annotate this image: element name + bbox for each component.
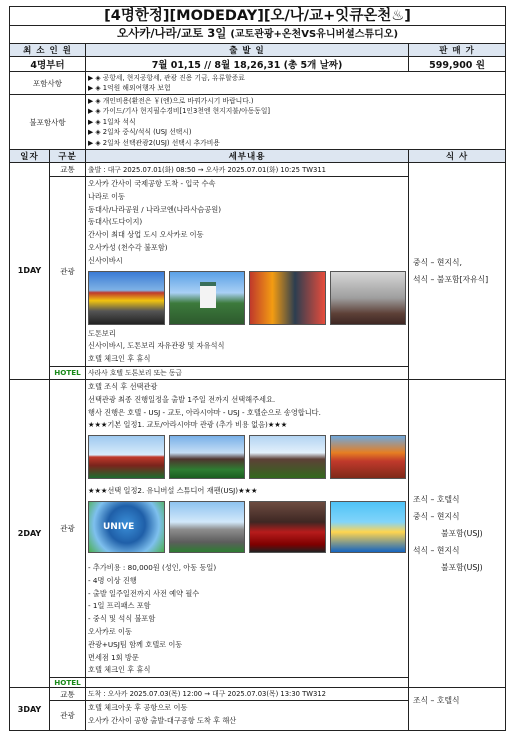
title-sub: (교토관광+온천VS유니버셜스튜디오) xyxy=(230,29,399,40)
tour-line: 오사카로 이동 xyxy=(88,626,132,636)
title-line-2 xyxy=(10,26,506,44)
tour-line: - 추가비용 : 80,000원 (성인, 아동 동일) xyxy=(88,562,217,572)
details-header: 세부내용 xyxy=(86,150,409,163)
title-line-1: [4명한정][MODEDAY][오/나/교+잇큐온천♨] xyxy=(10,7,506,26)
tour-line: 호텔 체크아웃 후 공항으로 이동 xyxy=(88,703,188,713)
meal-item: 불포함(USJ) xyxy=(441,563,483,573)
kiyomizu-photo xyxy=(88,435,165,479)
meal-item: 중식 – 현지식 xyxy=(413,512,460,522)
excluded-item: ◈ 1일차 석식 xyxy=(95,117,136,126)
day1-hotel-label: HOTEL xyxy=(50,366,86,379)
day2-hotel xyxy=(86,678,409,688)
day1-label: 1DAY xyxy=(10,163,50,380)
category-header: 구분 xyxy=(50,150,86,163)
tour-line: 신사이바시, 도톤보리 자유관광 및 자유석식 xyxy=(88,341,225,351)
day1-photo-row xyxy=(88,268,406,328)
price-header: 판 매 가 xyxy=(409,44,506,57)
day2-hotel-label: HOTEL xyxy=(50,678,86,688)
meal-item: 중식 – 현지식, xyxy=(413,257,462,267)
tour-line: - 출발 일주일전까지 사전 예약 필수 xyxy=(88,588,200,598)
meal-item: 조식 – 호텔식 xyxy=(413,495,460,505)
day3-tour-label: 관광 xyxy=(50,701,86,731)
tour-line: 면세점 1회 방문 xyxy=(88,652,139,662)
min-people-value: 4명부터 xyxy=(10,57,86,72)
shinsaibashi-photo xyxy=(330,271,407,325)
minions-photo xyxy=(330,501,407,553)
day1-meals xyxy=(409,163,506,380)
excluded-item: ◈ 2일차 중식/석식 (USJ 선택시) xyxy=(95,128,192,137)
tour-line: ★★★선택 일정2. 유니버설 스튜디어 재팬(USJ)★★★ xyxy=(88,486,258,496)
tour-line: 선택관광 최종 진행일정을 출발 1주일 전까지 선택해주세요. xyxy=(88,394,276,404)
meal-item: 석식 – 현지식 xyxy=(413,546,460,556)
meal-header: 식 사 xyxy=(409,150,506,163)
included-label: 포함사항 xyxy=(10,72,86,95)
excluded-list: ▶ ◈ 개인비용(환전은 ￥(엔)으로 바꿔가시기 바랍니다.) ▶ ◈ 가이드/기사 현지필수경비[1인3천엔 현지지불/아동동일] ▶ ◈ 1일차 석식 ▶ ◈ 2일차 중식/석식 (USJ 선택시) ▶ ◈ 2일차 선택관광2(USJ) 선택시 추가비용 xyxy=(86,95,506,150)
tour-line: 호텔 체크인 후 휴식 xyxy=(88,665,151,675)
tour-line: - 4명 이상 진행 xyxy=(88,575,137,585)
departure-value: 7월 01,15 // 8월 18,26,31 (총 5개 날짜) xyxy=(86,57,409,72)
day1-tour-details xyxy=(86,177,409,367)
day2-tour-label: 관광 xyxy=(50,379,86,677)
tour-line: 신사이바시 xyxy=(88,255,123,265)
day1-hotel: 사라사 호텔 도톤보리 또는 동급 xyxy=(86,366,409,379)
meal-item: 불포함(USJ) xyxy=(441,529,483,539)
day3-label: 3DAY xyxy=(10,688,50,731)
fushimi-photo xyxy=(330,435,407,479)
itinerary-page xyxy=(9,6,505,731)
tour-line: 도톤보리 xyxy=(88,328,116,338)
todaiji-photo xyxy=(169,435,246,479)
tour-line: - 1일 프리패스 포함 xyxy=(88,601,151,611)
included-list: ▶ ◈ 공항세, 현지공항세, 관광 진용 기금, 유류할증료 ▶ ◈ 1억원 해외여행자 보험 xyxy=(86,72,506,95)
day2-label: 2DAY xyxy=(10,379,50,687)
price-value: 599,900 원 xyxy=(409,57,506,72)
itinerary-table xyxy=(9,6,506,731)
tour-line: 호텔 조식 후 선택관광 xyxy=(88,381,158,391)
departure-header: 출 발 일 xyxy=(86,44,409,57)
excluded-item: ◈ 개인비용(환전은 ￥(엔)으로 바꿔가시기 바랍니다.) xyxy=(95,96,254,105)
tour-line: 나라로 이동 xyxy=(88,191,126,201)
meal-item: 석식 – 불포함[자유식] xyxy=(413,274,489,284)
hogwarts-photo xyxy=(169,501,246,553)
day3-meals xyxy=(409,688,506,731)
excluded-label: 불포함사항 xyxy=(10,95,86,150)
day2-tour-details xyxy=(86,379,409,677)
dotonbori-neon-photo xyxy=(249,271,326,325)
day1-transport-label: 교통 xyxy=(50,163,86,177)
tour-line: ★★★기본 일정1. 교토/아라시야마 관광 (추가 비용 없음)★★★ xyxy=(88,420,288,430)
day2-meals xyxy=(409,379,506,687)
min-people-header: 최 소 인 원 xyxy=(10,44,86,57)
kinkakuji-photo xyxy=(249,435,326,479)
universal-globe-photo: UNIVE xyxy=(88,501,165,553)
included-item: ◈ 1억원 해외여행자 보험 xyxy=(95,84,171,92)
day3-tour-details xyxy=(86,701,409,731)
day2-kyoto-photo-row xyxy=(88,432,406,482)
tour-line: 동대사/나라공원 / 나라코엔(나라사슴공원) xyxy=(88,204,222,214)
tour-line: 관광+USJ팀 함께 호텔로 이동 xyxy=(88,639,183,649)
day1-tour-label: 관광 xyxy=(50,177,86,367)
tour-line: 오사카 간사이 공항 출발-대구공항 도착 후 해산 xyxy=(88,715,237,725)
day1-transport: 출발 : 대구 2025.07.01(화) 08:50 → 오사카 2025.07.01(화) 10:25 TW311 xyxy=(86,163,409,177)
day3-transport: 도착 : 오사카 2025.07.03(목) 12:00 → 대구 2025.07.03(목) 13:30 TW312 xyxy=(86,688,409,701)
tour-line: 오사카성 (천수각 불포함) xyxy=(88,242,168,252)
tour-line: - 중식 및 석식 불포함 xyxy=(88,614,156,624)
excluded-item: ◈ 가이드/기사 현지필수경비[1인3천엔 현지지불/아동동일] xyxy=(95,107,271,116)
tour-line: 행사 진행은 호텔 - USJ - 교토, 아라시야마 - USJ - 호텔순으로 송영합니다. xyxy=(88,407,321,417)
meal-item: 조식 – 호텔식 xyxy=(413,696,460,706)
date-header: 일자 xyxy=(10,150,50,163)
day2-usj-photo-row xyxy=(88,498,406,556)
hogwarts-express-photo xyxy=(249,501,326,553)
tour-line: 오사카 간사이 국제공항 도착 - 입국 수속 xyxy=(88,179,216,188)
dotonbori-photo xyxy=(88,271,165,325)
title-main: 오사카/나라/교토 3일 xyxy=(117,26,231,40)
excluded-item: ◈ 2일차 선택관광2(USJ) 선택시 추가비용 xyxy=(95,138,220,147)
tour-line: 동대사(도다이지) xyxy=(88,217,143,227)
tour-line: 간사이 최대 상업 도시 오사카로 이동 xyxy=(88,230,204,240)
day3-transport-label: 교통 xyxy=(50,688,86,701)
tour-line: 호텔 체크인 후 휴식 xyxy=(88,354,151,364)
included-item: ◈ 공항세, 현지공항세, 관광 진용 기금, 유류할증료 xyxy=(95,73,245,82)
osaka-castle-photo xyxy=(169,271,246,325)
